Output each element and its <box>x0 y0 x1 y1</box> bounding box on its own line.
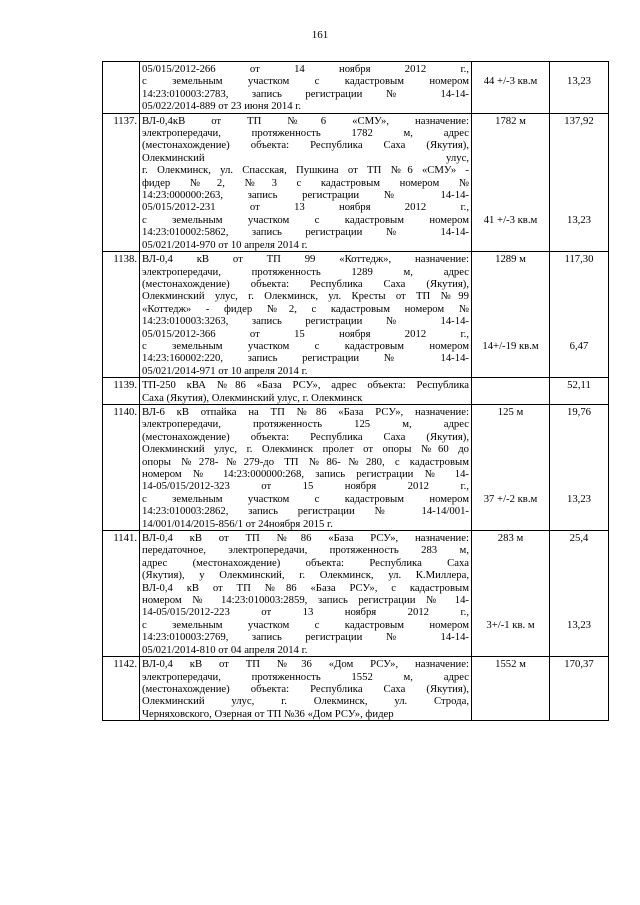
row-description <box>140 113 472 251</box>
description-line: с земельным участком с кадастровым номером <box>142 492 469 505</box>
row-cost-value: 13,23 <box>566 618 592 631</box>
description-line: 14:23:010003:2769, запись регистрации № 14-14- <box>142 631 469 644</box>
description-line: (Якутия), у Олекминский, г. Олекминск, ул. К.Миллера, <box>142 569 469 582</box>
description-line: ТП-250 кВА №86 «База РСУ», адрес объекта: Республика <box>142 379 469 392</box>
spacer <box>552 266 606 340</box>
description-line: 05/015/2012-266 от 14 ноября 2012 г., <box>142 63 469 75</box>
row-cost-value: 117,30 <box>564 253 594 266</box>
table-row <box>103 657 609 721</box>
spacer <box>552 127 606 214</box>
row-number <box>103 62 140 114</box>
row-area-value: 1552 м <box>495 658 526 671</box>
row-cost <box>550 62 609 114</box>
table-row <box>103 252 609 378</box>
row-area-value: 3+/-1 кв. м <box>486 618 535 631</box>
row-cost-value: 19,76 <box>566 405 592 418</box>
row-cost-value: 170,37 <box>564 658 594 671</box>
row-area-value: 41 +/-3 кв.м <box>483 213 538 226</box>
description-line: 05/021/2014-970 от 10 апреля 2014 г. <box>142 238 308 251</box>
registry-table-body <box>103 62 609 721</box>
description-line: 05/021/2014-971 от 10 апреля 2014 г. <box>142 364 308 377</box>
row-description <box>140 531 472 657</box>
row-cost-value: 13,23 <box>566 75 592 88</box>
description-line: 05/015/2012-366 от 15 ноября 2012 г., <box>142 327 469 340</box>
description-line: 14:23:010003:2862, запись регистрации № 14-14/001- <box>142 505 469 518</box>
row-description <box>140 657 472 721</box>
description-line: 14:23:010002:5862, запись регистрации № 14-14- <box>142 226 469 239</box>
description-line: «Коттедж» - фидер №2, с кадастровым номером № <box>142 302 469 315</box>
row-area-value <box>474 63 547 75</box>
description-line: ВЛ-0,4 кВ от ТП №86 «База РСУ», с кадастровым <box>142 581 469 594</box>
description-line: ВЛ-6 кВ отпайка на ТП №86 «База РСУ», назначение: <box>142 405 469 418</box>
description-line: 14:23:010003:3263, запись регистрации № 14-14- <box>142 315 469 328</box>
row-cost <box>550 252 609 378</box>
row-cost-value: 13,23 <box>566 492 592 505</box>
description-line: Олекминский улус, г. Олекминск пролет от опоры №60 до <box>142 443 469 456</box>
table-row <box>103 113 609 251</box>
row-cost <box>550 531 609 657</box>
description-line: ВЛ-0,4 кВ от ТП 99 «Коттедж», назначение: <box>142 253 469 266</box>
description-line: (местонахождение) объекта: Республика Саха (Якутия), <box>142 139 469 152</box>
row-number: 1141. <box>103 531 140 657</box>
row-area-value: 283 м <box>497 532 524 545</box>
row-area-value: 1782 м <box>495 114 526 127</box>
description-line: ВЛ-0,4кВ от ТП №6 «СМУ», назначение: <box>142 114 469 127</box>
description-line: передаточное, электропередачи, протяженность 283 м, <box>142 544 469 557</box>
table-row <box>103 531 609 657</box>
row-cost-value: 137,92 <box>564 114 594 127</box>
row-cost <box>550 657 609 721</box>
row-number: 1139. <box>103 378 140 405</box>
row-number: 1142. <box>103 657 140 721</box>
table-row <box>103 62 609 114</box>
description-line: опоры №278-№279-до ТП №86-№280, с кадастровым <box>142 455 469 468</box>
row-cost-value: 13,23 <box>566 213 592 226</box>
description-line: (местонахождение) объекта: Республика Саха (Якутия), <box>142 277 469 290</box>
spacer <box>552 418 606 492</box>
row-area <box>472 657 550 721</box>
row-number: 1140. <box>103 404 140 530</box>
description-line: Саха (Якутия), Олекминский улус, г. Олекминск <box>142 391 363 404</box>
row-area-value: 37 +/-2 кв.м <box>483 492 538 505</box>
description-line: 14:23:160002:220, запись регистрации № 14-14- <box>142 352 469 365</box>
description-line: Черняховского, Озерная от ТП №36 «Дом РСУ», фидер <box>142 707 394 720</box>
row-area-value: 1289 м <box>495 253 526 266</box>
description-line: Олекминский улус, г. Олекминск, ул. Строда, <box>142 695 469 708</box>
description-line: с земельным участком с кадастровым номером <box>142 75 469 88</box>
description-line: с земельным участком с кадастровым номером <box>142 213 469 226</box>
page-number: 161 <box>311 29 329 41</box>
description-line: электропередачи, протяженность 1552 м, адрес <box>142 670 469 683</box>
description-line: 05/022/2014-889 от 23 июня 2014 г. <box>142 100 302 113</box>
spacer <box>474 127 547 214</box>
description-line: номером № 14:23:010003:2859, запись регистрации № 14- <box>142 594 469 607</box>
row-area-value: 14+/-19 кв.м <box>482 339 539 352</box>
spacer <box>552 544 606 618</box>
row-number: 1138. <box>103 252 140 378</box>
description-line: 14-05/015/2012-323 от 15 ноября 2012 г., <box>142 480 469 493</box>
description-line: 05/015/2012-231 от 13 ноября 2012 г., <box>142 201 469 214</box>
description-line: с земельным участком с кадастровым номером <box>142 618 469 631</box>
row-area <box>472 252 550 378</box>
registry-table <box>102 61 609 721</box>
row-description <box>140 252 472 378</box>
description-line: Олекминский улус, г. Олекминск, ул. Кресты от ТП №99 <box>142 290 469 303</box>
row-area <box>472 113 550 251</box>
description-line: г. Олекминск, ул. Спасская, Пушкина от ТП №6 «СМУ» - <box>142 164 469 177</box>
description-line: (местонахождение) объекта: Республика Саха (Якутия), <box>142 682 469 695</box>
row-cost-value: 6,47 <box>569 339 589 352</box>
row-area <box>472 62 550 114</box>
row-description <box>140 404 472 530</box>
description-line: электропередачи, протяженность 125 м, адрес <box>142 418 469 431</box>
row-cost-value: 52,11 <box>567 379 591 392</box>
description-line: электропередачи, протяженность 1782 м, адрес <box>142 127 469 140</box>
row-area <box>472 378 550 405</box>
row-area <box>472 404 550 530</box>
description-line: Олекминский улус, <box>142 151 469 164</box>
description-line: 14/001/014/2015-856/1 от 24ноября 2015 г. <box>142 517 333 530</box>
description-line: ВЛ-0,4 кВ от ТП №86 «База РСУ», назначение: <box>142 532 469 545</box>
row-area-value: 44 +/-3 кв.м <box>483 75 538 88</box>
description-line: фидер №2, №3 с кадастровым номером № <box>142 176 469 189</box>
description-line: 14:23:010003:2783, запись регистрации № 14-14- <box>142 87 469 100</box>
row-area-value: 125 м <box>497 405 524 418</box>
row-description <box>140 62 472 114</box>
row-cost <box>550 113 609 251</box>
description-line: 14-05/015/2012-223 от 13 ноября 2012 г., <box>142 606 469 619</box>
description-line: номером № 14:23:000000:268, запись регистрации № 14- <box>142 468 469 480</box>
description-line: ВЛ-0,4 кВ от ТП №36 «Дом РСУ», назначение: <box>142 658 469 671</box>
row-cost-value <box>552 63 606 75</box>
row-number: 1137. <box>103 113 140 251</box>
table-row <box>103 378 609 405</box>
spacer <box>474 544 547 618</box>
row-cost <box>550 378 609 405</box>
description-line: адрес (местонахождение) объекта: Республика Саха <box>142 556 469 569</box>
row-cost-value: 25,4 <box>569 532 589 545</box>
row-cost <box>550 404 609 530</box>
row-area-value <box>474 379 547 391</box>
description-line: с земельным участком с кадастровым номером <box>142 339 469 352</box>
spacer <box>474 266 547 340</box>
description-line: 14:23:000000:263, запись регистрации № 14-14- <box>142 189 469 202</box>
row-description <box>140 378 472 405</box>
description-line: 05/021/2014-810 от 04 апреля 2014 г. <box>142 643 308 656</box>
description-line: (местонахождение) объекта: Республика Саха (Якутия), <box>142 430 469 443</box>
description-line: электропередачи, протяженность 1289 м, адрес <box>142 265 469 278</box>
spacer <box>474 418 547 492</box>
row-area <box>472 531 550 657</box>
table-row <box>103 404 609 530</box>
